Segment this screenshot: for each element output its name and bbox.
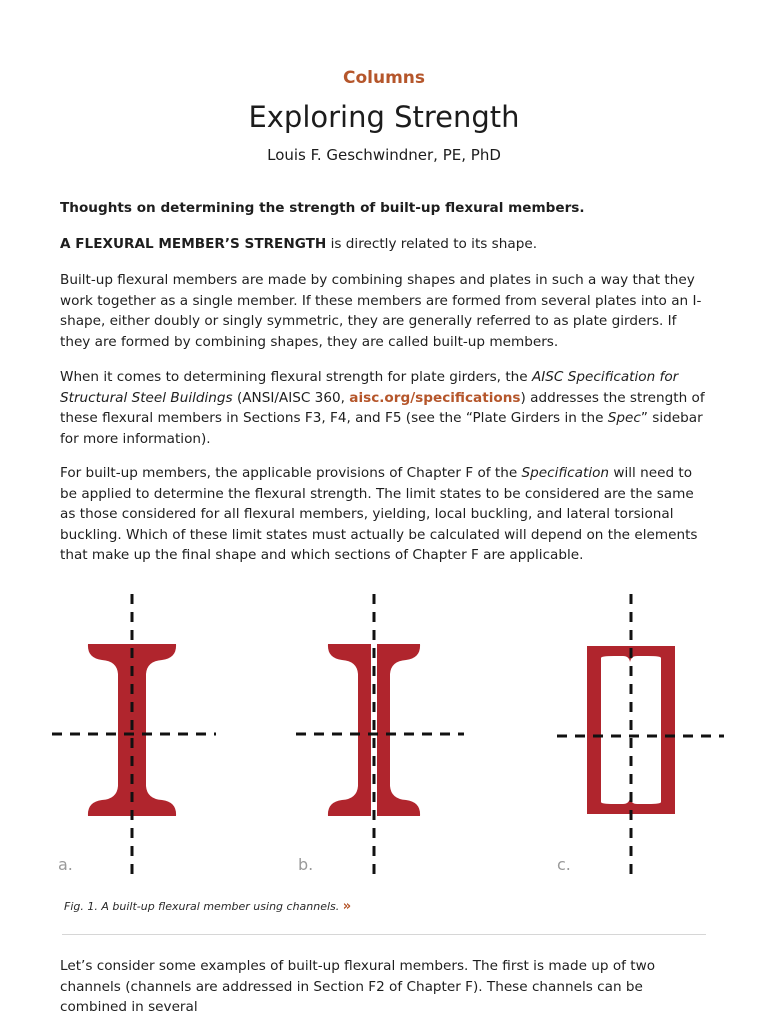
figure-label-b: b.: [298, 855, 314, 874]
figure-caption-text: Fig. 1. A built-up flexural member using channels.: [64, 900, 340, 913]
specifications-link[interactable]: aisc.org/specifications: [349, 389, 521, 406]
caption-expand-icon[interactable]: »: [342, 899, 352, 914]
author-byline: Louis F. Geschwindner, PE, PhD: [267, 146, 501, 164]
figure-caption: [64, 899, 351, 914]
article-lede: [60, 198, 710, 219]
paragraph-1-rest: is directly related to its shape.: [326, 236, 538, 252]
figure-label-a: a.: [58, 855, 73, 874]
section-kicker[interactable]: Columns: [342, 68, 426, 88]
figure-label-c: c.: [557, 855, 571, 874]
spec-title: AISC Specification for Structural Steel Buildings: [60, 369, 679, 406]
paragraph-4-a: For built-up members, the applicable provisions of Chapter F of the: [60, 465, 522, 481]
paragraph-2-text: Built-up flexural members are made by combining shapes and plates in such a way that they work together as a single member. If these members are formed from several plates into an I-shape, either doubly or singly symmetric, they are generally referred to as plate girders. If they are formed by combining shapes, they are called built-up members.: [60, 272, 702, 350]
paragraph-4-b: will need to be applied to determine the flexural strength. The limit states to be considered are the same as those considered for all flexural members, yielding, local buckling, and lateral torsional buckling. Which of these limit states must actually be calculated will depend on the elements that make up the final shape and which sections of Chapter F are applicable.: [60, 465, 698, 563]
paragraph-1: [60, 234, 710, 255]
figure-built-up-members: [44, 586, 734, 886]
shape-b-double-channel: [296, 594, 464, 878]
paragraph-1-lead: A FLEXURAL MEMBER’S STRENGTH: [60, 236, 327, 252]
spec-italic: Spec: [607, 410, 641, 426]
shape-a-i-section: [52, 594, 216, 878]
paragraph-5-text: Let’s consider some examples of built-up flexural members. The first is made up of two channels (channels are addressed in Section F2 of Chapter F). These channels can be combined in several: [60, 958, 656, 1015]
paragraph-4: [60, 463, 710, 566]
paragraph-5: [60, 956, 710, 1024]
specification-italic: Specification: [521, 465, 610, 481]
shape-c-box-channel: [557, 594, 724, 878]
lede-text: Thoughts on determining the strength of built-up flexural members.: [60, 200, 585, 216]
paragraph-3-a: When it comes to determining flexural strength for plate girders, the: [60, 369, 532, 385]
paragraph-3-b: (ANSI/AISC 360,: [232, 389, 350, 406]
paragraph-2: [60, 270, 710, 352]
paragraph-3-c: ) addresses the strength of these flexural members in Sections F3, F4, and F5 (see the “Plate Girders in the: [60, 389, 705, 426]
page-title: Exploring Strength: [248, 100, 520, 134]
paragraph-3: [60, 367, 710, 449]
divider: [62, 934, 706, 935]
paragraph-3-d: ” sidebar for more information).: [60, 410, 703, 447]
